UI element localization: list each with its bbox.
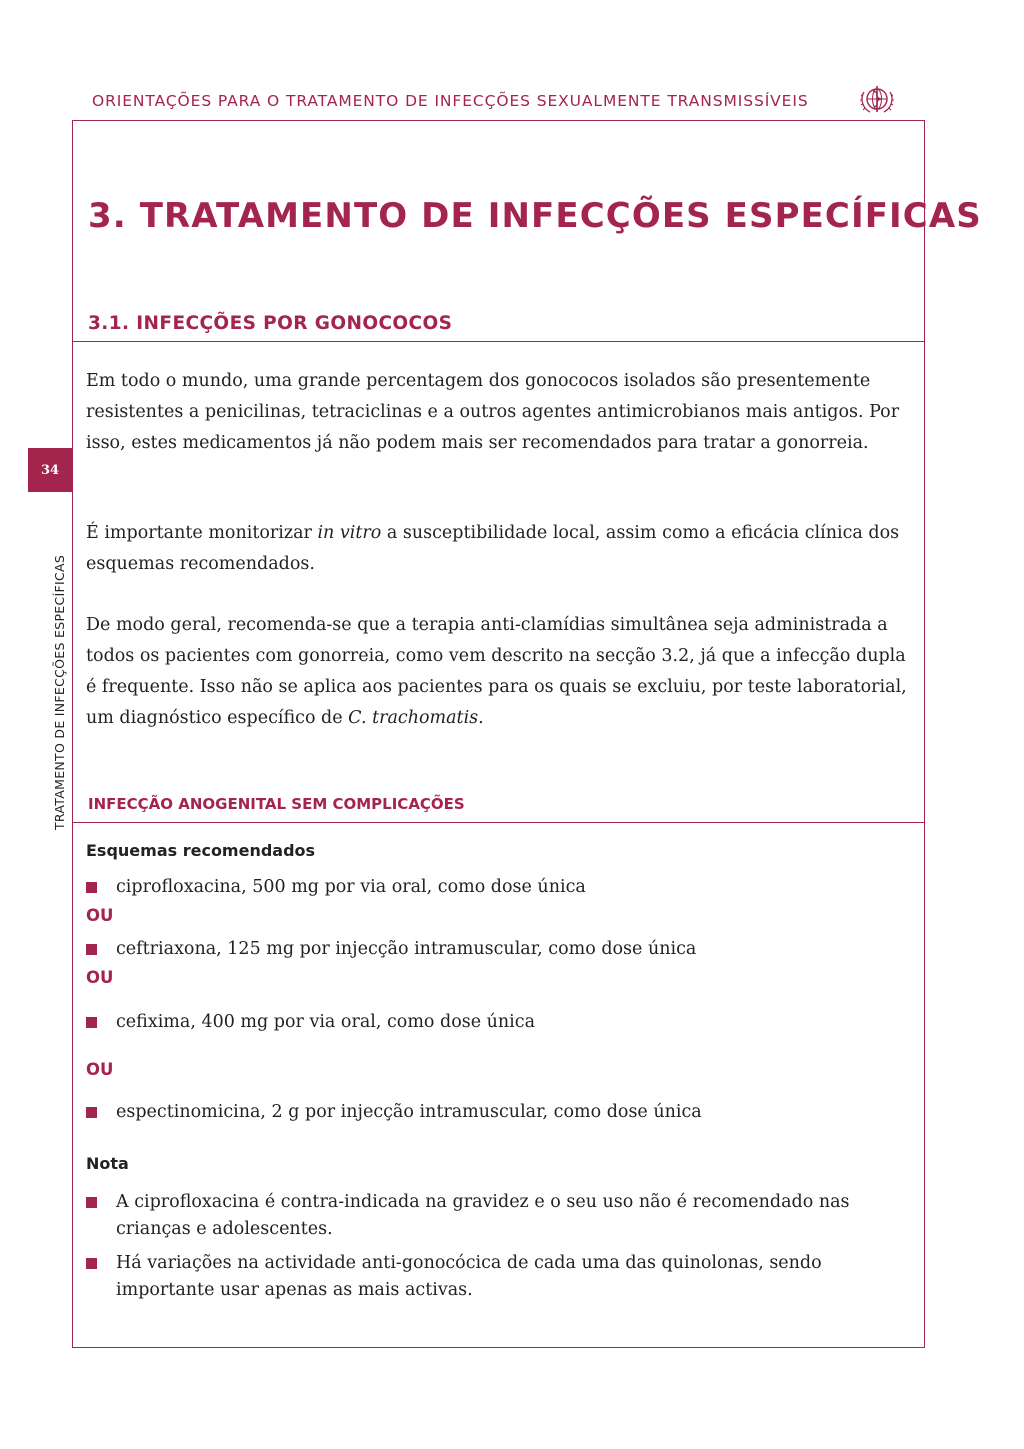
- paragraph-3-italic: C. trachomatis: [348, 708, 479, 728]
- list-item: [86, 936, 912, 963]
- chapter-side-label: TRATAMENTO DE INFECÇÕES ESPECÍFICAS: [52, 554, 67, 830]
- subsection-title: INFECÇÃO ANOGENITAL SEM COMPLICAÇÕES: [88, 795, 465, 813]
- chapter-title: 3. TRATAMENTO DE INFECÇÕES ESPECÍFICAS: [88, 196, 982, 236]
- or-label: OU: [86, 906, 114, 925]
- paragraph-3-text-b: .: [478, 708, 484, 728]
- paragraph-2-text-b: a susceptibilidade local, assim como a eficácia clínica dos esquemas recomendados.: [86, 523, 900, 574]
- or-label: OU: [86, 968, 114, 987]
- paragraph-2: [86, 518, 912, 580]
- bullet-icon: [86, 1197, 97, 1208]
- list-item: [86, 1250, 912, 1304]
- regimen-text: espectinomicina, 2 g por injecção intramuscular, como dose única: [116, 1102, 702, 1122]
- paragraph-3: [86, 610, 912, 734]
- or-label: OU: [86, 1060, 114, 1079]
- subsection-rule: [72, 822, 925, 823]
- list-item: [86, 1009, 912, 1036]
- bullet-icon: [86, 1107, 97, 1118]
- regimens-label: Esquemas recomendados: [86, 841, 316, 860]
- note-label: Nota: [86, 1154, 129, 1173]
- content-frame: [72, 120, 925, 1348]
- running-header: ORIENTAÇÕES PARA O TRATAMENTO DE INFECÇÕES SEXUALMENTE TRANSMISSÍVEIS: [92, 92, 809, 110]
- bullet-icon: [86, 1017, 97, 1028]
- list-item: [86, 874, 912, 901]
- list-item: [86, 1189, 912, 1243]
- note-text: Há variações na actividade anti-gonocócica de cada uma das quinolonas, sendo importante usar apenas as mais activas.: [116, 1253, 822, 1300]
- paragraph-3-text-a: De modo geral, recomenda-se que a terapia anti-clamídias simultânea seja administrada a todos os pacientes com gonorreia, como vem descrito na secção 3.2, já que a infecção dupla é frequente. Isso não se aplica aos pacientes para os quais se excluiu, por teste laboratorial, um diagnóstico específico de: [86, 615, 907, 728]
- paragraph-2-italic: in vitro: [317, 523, 382, 543]
- paragraph-1: Em todo o mundo, uma grande percentagem dos gonococos isolados são presentemente resistentes a penicilinas, tetraciclinas e a outros agentes antimicrobianos mais antigos. Por isso, estes medicamentos já não podem mais ser recomendados para tratar a gonorreia.: [86, 371, 900, 453]
- bullet-icon: [86, 1258, 97, 1269]
- who-emblem-icon: [858, 84, 896, 116]
- bullet-icon: [86, 944, 97, 955]
- page-number-tab: 34: [28, 448, 72, 492]
- note-text: A ciprofloxacina é contra-indicada na gravidez e o seu uso não é recomendado nas crianças e adolescentes.: [116, 1192, 850, 1239]
- paragraph-2-text-a: É importante monitorizar: [86, 523, 318, 543]
- section-title: 3.1. INFECÇÕES POR GONOCOCOS: [88, 313, 453, 334]
- regimen-text: ceftriaxona, 125 mg por injecção intramuscular, como dose única: [116, 939, 697, 959]
- bullet-icon: [86, 882, 97, 893]
- section-rule: [72, 341, 925, 342]
- list-item: [86, 1099, 912, 1126]
- regimen-text: cefixima, 400 mg por via oral, como dose única: [116, 1012, 536, 1032]
- regimen-text: ciprofloxacina, 500 mg por via oral, como dose única: [116, 877, 586, 897]
